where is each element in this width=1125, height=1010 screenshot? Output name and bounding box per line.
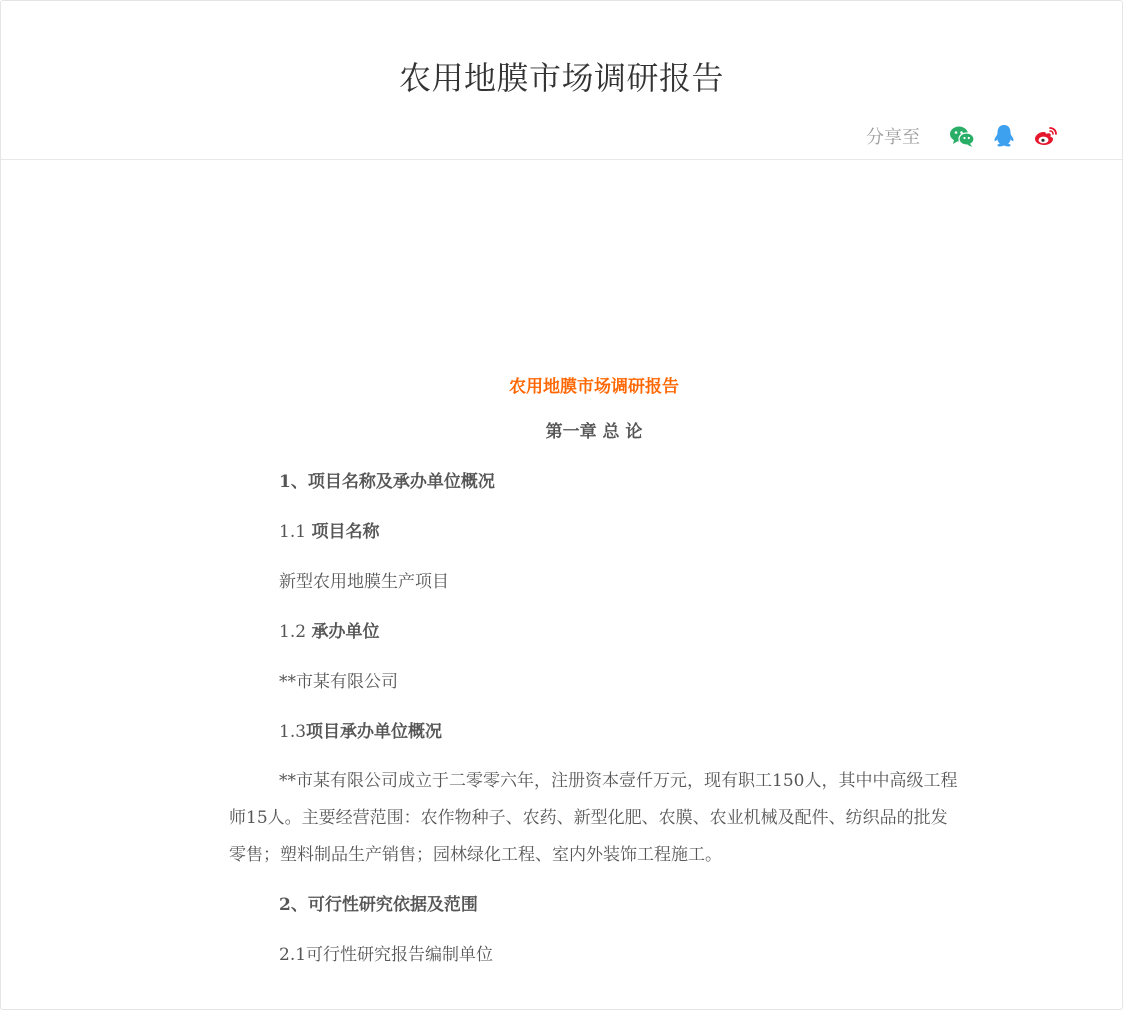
- section-heading-1: 1、项目名称及承办单位概况: [279, 472, 495, 492]
- page-title: 农用地膜市场调研报告: [398, 59, 724, 97]
- share-bar: [866, 122, 1060, 150]
- subsection-label: 项目承办单位概况: [306, 722, 443, 742]
- subsection-label: 项目名称: [311, 522, 380, 542]
- subsection-number: 1.2: [279, 622, 312, 642]
- paragraph-organizer: **市某有限公司: [279, 672, 398, 692]
- subsection-number: 1.1: [279, 522, 312, 542]
- qq-icon[interactable]: [990, 122, 1018, 150]
- subsection-heading-1-3: [229, 707, 959, 757]
- subsection-number: 1.3: [279, 722, 307, 742]
- chapter-heading: 第一章 总 论: [545, 422, 643, 442]
- document-content: [229, 367, 959, 980]
- document-title: 农用地膜市场调研报告: [509, 377, 679, 397]
- subsection-heading-1-2: [229, 607, 959, 657]
- paragraph-project-name: 新型农用地膜生产项目: [279, 572, 449, 592]
- share-label: 分享至: [866, 127, 920, 148]
- subsection-heading-1-1: [229, 507, 959, 557]
- section-heading-2: 2、可行性研究依据及范围: [279, 895, 478, 915]
- paragraph-company-overview: **市某有限公司成立于二零零六年，注册资本壹仟万元，现有职工150人，其中中高级工程师15人。主要经营范围：农作物种子、农药、新型化肥、农膜、农业机械及配件、纺织品的批发零售；塑料制品生产销售；园林绿化工程、室内外装饰工程施工。: [229, 771, 958, 865]
- subsection-label: 承办单位: [311, 622, 380, 642]
- subsection-heading-2-1: 2.1可行性研究报告编制单位: [279, 945, 494, 965]
- wechat-icon[interactable]: [948, 122, 976, 150]
- weibo-icon[interactable]: [1032, 122, 1060, 150]
- page-header: [1, 1, 1122, 160]
